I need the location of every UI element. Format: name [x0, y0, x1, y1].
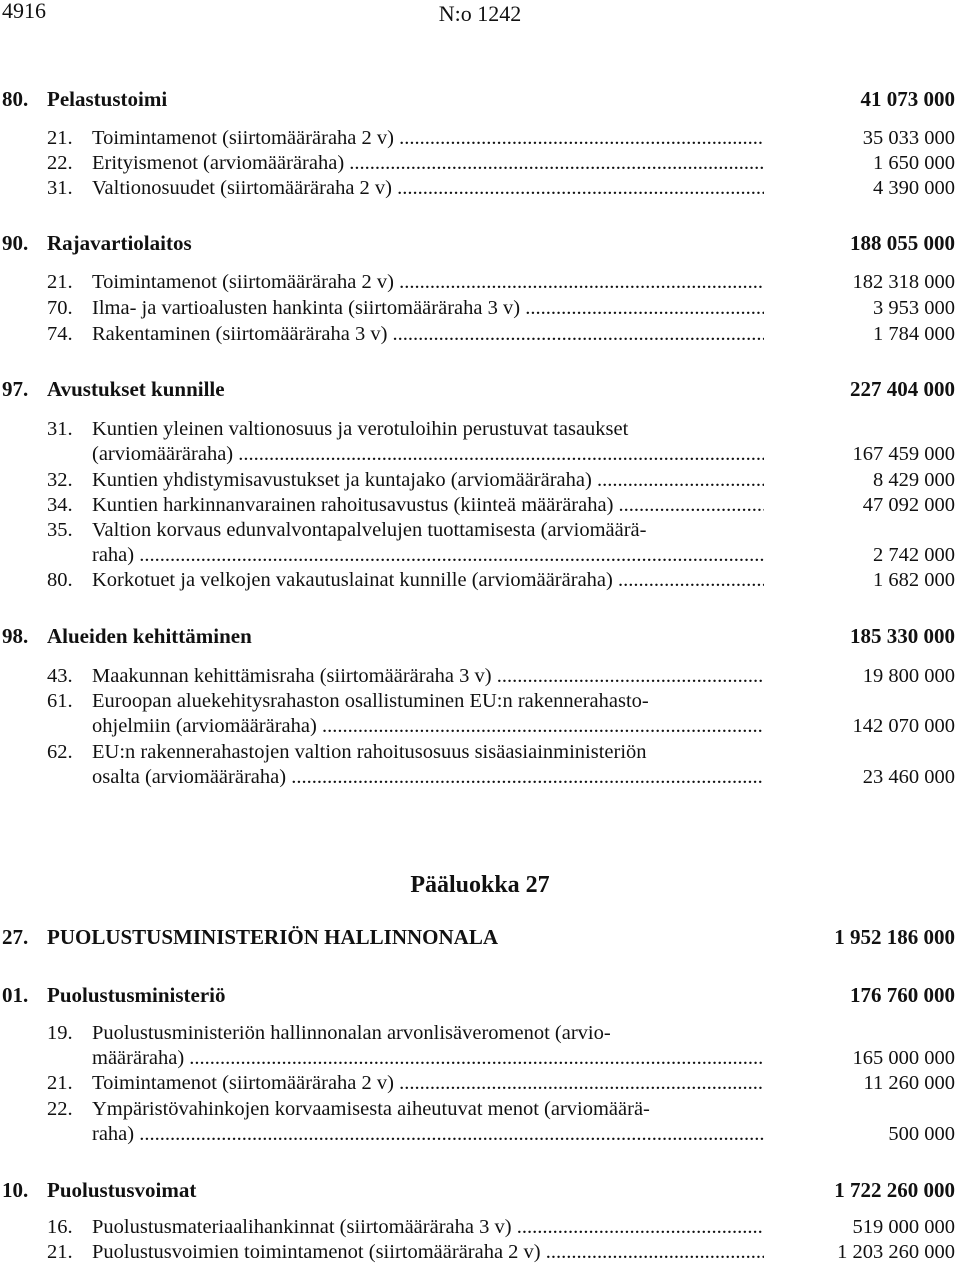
item-text: EU:n rakennerahastojen valtion rahoitusosuus sisäasiainministeriön — [92, 741, 647, 763]
item-text: Euroopan aluekehitysrahaston osallistuminen EU:n rakennerahasto- — [92, 690, 649, 712]
item-text: Puolustusministeriön hallinnonalan arvonlisäveromenot (arvio- — [92, 1022, 611, 1044]
section-title: Rajavartiolaitos — [47, 231, 192, 255]
budget-item — [0, 494, 960, 518]
section-title: Alueiden kehittäminen — [47, 624, 252, 648]
budget-item-continuation — [0, 443, 960, 467]
item-amount: 142 070 000 — [852, 715, 955, 737]
main-class-heading — [0, 925, 960, 949]
section-number: 98. — [2, 624, 29, 648]
budget-item — [0, 323, 960, 347]
item-amount: 23 460 000 — [862, 766, 955, 788]
section-title: Pelastustoimi — [47, 87, 168, 111]
budget-item — [0, 297, 960, 321]
item-amount: 1 784 000 — [873, 323, 955, 345]
item-number: 34. — [47, 494, 73, 516]
item-number: 32. — [47, 469, 73, 491]
section-heading — [0, 87, 960, 111]
item-text: Maakunnan kehittämisraha (siirtomääräraha 3 v) ..... — [92, 665, 764, 688]
item-text: Kuntien yleinen valtionosuus ja verotuloihin perustuvat tasaukset — [92, 418, 629, 440]
item-text: Puolustusvoimien toimintamenot (siirtomääräraha 2 v) ..... — [92, 1241, 764, 1264]
section-amount: 1 722 260 000 — [834, 1178, 955, 1202]
main-class-number: 27. — [2, 925, 29, 949]
budget-item — [0, 690, 960, 714]
item-amount: 19 800 000 — [862, 665, 955, 687]
budget-item — [0, 1241, 960, 1265]
item-number: 21. — [47, 1241, 73, 1263]
budget-item — [0, 469, 960, 493]
section-heading — [0, 1178, 960, 1202]
item-amount: 2 742 000 — [873, 544, 955, 566]
item-text: Valtionosuudet (siirtomääräraha 2 v) ..... — [92, 177, 764, 200]
item-text: Toimintamenot (siirtomääräraha 2 v) ..... — [92, 1072, 764, 1095]
budget-item — [0, 177, 960, 201]
budget-item-continuation — [0, 1123, 960, 1147]
item-text: Korkotuet ja velkojen vakautuslainat kunnille (arviomääräraha) ..... — [92, 569, 764, 592]
item-amount: 182 318 000 — [852, 271, 955, 293]
item-text: ohjelmiin (arviomääräraha) ..... — [92, 715, 764, 738]
page-number: 4916 — [2, 0, 46, 23]
section-amount: 176 760 000 — [850, 983, 955, 1007]
budget-item-continuation — [0, 1047, 960, 1071]
budget-item — [0, 1216, 960, 1240]
section-amount: 227 404 000 — [850, 377, 955, 401]
item-amount: 1 650 000 — [873, 152, 955, 174]
item-text: Kuntien harkinnanvarainen rahoitusavustus (kiinteä määräraha) ..... — [92, 494, 764, 517]
item-number: 21. — [47, 127, 73, 149]
item-amount: 1 203 260 000 — [837, 1241, 955, 1263]
section-number: 10. — [2, 1178, 29, 1202]
section-title: Avustukset kunnille — [47, 377, 225, 401]
item-text: Rakentaminen (siirtomääräraha 3 v) ..... — [92, 323, 764, 346]
item-number: 35. — [47, 519, 73, 541]
item-amount: 165 000 000 — [852, 1047, 955, 1069]
page-header — [0, 0, 960, 30]
item-text: Toimintamenot (siirtomääräraha 2 v) ..... — [92, 271, 764, 294]
item-number: 70. — [47, 297, 73, 319]
item-amount: 4 390 000 — [873, 177, 955, 199]
section-heading — [0, 231, 960, 255]
item-amount: 3 953 000 — [873, 297, 955, 319]
budget-item — [0, 418, 960, 442]
item-number: 61. — [47, 690, 73, 712]
budget-item — [0, 665, 960, 689]
budget-item-continuation — [0, 715, 960, 739]
budget-item — [0, 569, 960, 593]
item-number: 31. — [47, 177, 73, 199]
section-heading — [0, 983, 960, 1007]
item-amount: 35 033 000 — [862, 127, 955, 149]
item-number: 31. — [47, 418, 73, 440]
budget-item — [0, 152, 960, 176]
section-title: Puolustusministeriö — [47, 983, 226, 1007]
item-number: 62. — [47, 741, 73, 763]
item-number: 21. — [47, 1072, 73, 1094]
item-amount: 500 000 — [888, 1123, 955, 1145]
main-class-title: PUOLUSTUSMINISTERIÖN HALLINNONALA — [47, 925, 498, 949]
budget-item — [0, 1022, 960, 1046]
item-number: 80. — [47, 569, 73, 591]
issue-number: N:o 1242 — [438, 1, 522, 26]
item-text: määräraha) ..... — [92, 1047, 764, 1070]
budget-item — [0, 1072, 960, 1096]
section-title: Puolustusvoimat — [47, 1178, 197, 1202]
item-number: 21. — [47, 271, 73, 293]
item-number: 22. — [47, 1098, 73, 1120]
item-text: Kuntien yhdistymisavustukset ja kuntajako (arviomääräraha) ..... — [92, 469, 764, 492]
section-heading — [0, 377, 960, 401]
item-number: 19. — [47, 1022, 73, 1044]
part-heading: Pääluokka 27 — [410, 872, 550, 898]
section-number: 80. — [2, 87, 29, 111]
section-amount: 188 055 000 — [850, 231, 955, 255]
item-number: 16. — [47, 1216, 73, 1238]
item-text: raha) ..... — [92, 1123, 764, 1146]
item-text: (arviomääräraha) ..... — [92, 443, 764, 466]
section-heading — [0, 624, 960, 648]
item-number: 43. — [47, 665, 73, 687]
item-amount: 519 000 000 — [852, 1216, 955, 1238]
section-number: 01. — [2, 983, 29, 1007]
item-amount: 167 459 000 — [852, 443, 955, 465]
item-amount: 47 092 000 — [862, 494, 955, 516]
budget-item-continuation — [0, 544, 960, 568]
budget-item — [0, 519, 960, 543]
budget-item-continuation — [0, 766, 960, 790]
section-number: 90. — [2, 231, 29, 255]
item-text: Toimintamenot (siirtomääräraha 2 v) ..... — [92, 127, 764, 150]
main-class-amount: 1 952 186 000 — [834, 925, 955, 949]
item-text: Ympäristövahinkojen korvaamisesta aiheutuvat menot (arviomäärä- — [92, 1098, 650, 1120]
item-text: Valtion korvaus edunvalvontapalvelujen tuottamisesta (arviomäärä- — [92, 519, 647, 541]
budget-item — [0, 271, 960, 295]
item-text: raha) ..... — [92, 544, 764, 567]
item-text: osalta (arviomääräraha) ..... — [92, 766, 764, 789]
item-text: Ilma- ja vartioalusten hankinta (siirtomääräraha 3 v) ..... — [92, 297, 764, 320]
item-amount: 8 429 000 — [873, 469, 955, 491]
item-text: Puolustusmateriaalihankinnat (siirtomääräraha 3 v) ..... — [92, 1216, 764, 1239]
item-number: 22. — [47, 152, 73, 174]
section-amount: 41 073 000 — [860, 87, 955, 111]
budget-item — [0, 127, 960, 151]
item-amount: 1 682 000 — [873, 569, 955, 591]
budget-item — [0, 741, 960, 765]
section-number: 97. — [2, 377, 29, 401]
item-text: Erityismenot (arviomääräraha) ..... — [92, 152, 764, 175]
item-number: 74. — [47, 323, 73, 345]
item-amount: 11 260 000 — [863, 1072, 955, 1094]
budget-item — [0, 1098, 960, 1122]
section-amount: 185 330 000 — [850, 624, 955, 648]
